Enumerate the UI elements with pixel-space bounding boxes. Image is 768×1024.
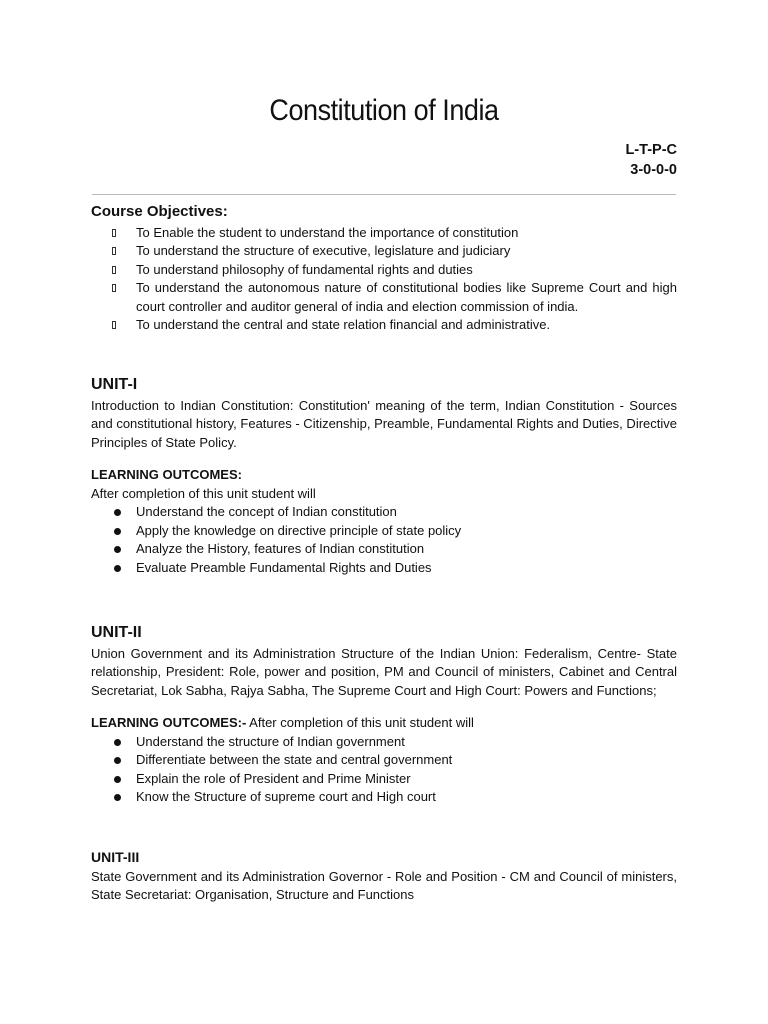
ltpc-label: L-T-P-C	[625, 142, 677, 158]
bullet-icon	[114, 776, 121, 783]
list-item	[91, 788, 677, 807]
list-item	[91, 751, 677, 770]
list-item-text: To understand the structure of executive, legislature and judiciary	[136, 243, 511, 258]
bullet-icon	[114, 794, 121, 801]
unit-2-section	[91, 624, 677, 807]
list-item	[91, 261, 677, 280]
unit-3-title: UNIT-III	[91, 849, 140, 865]
unit-1-outcomes-heading: LEARNING OUTCOMES:	[91, 467, 242, 482]
square-bullet-icon	[112, 247, 116, 255]
unit-2-outcomes-list	[91, 733, 677, 807]
unit-2-description: Union Government and its Administration Structure of the Indian Union: Federalism, Centre- State relationship, President: Role, power and position, PM and Council of ministers, Cabinet and Central Secretariat, Lok Sabha, Rajya Sabha, The Supreme Court and High Court: Powers and Functions;	[91, 645, 677, 698]
list-item	[91, 540, 677, 559]
list-item-text: Differentiate between the state and central government	[136, 752, 453, 767]
unit-1-description: Introduction to Indian Constitution: Constitution' meaning of the term, Indian Constitution - Sources and constitutional history, Features - Citizenship, Preamble, Fundamental Rights and Duties, Directive Principles of State Policy.	[91, 397, 677, 450]
page-title: Constitution of India	[269, 94, 499, 127]
unit-2-outcomes-line	[91, 714, 677, 733]
list-item	[91, 279, 677, 316]
unit-2-title: UNIT-II	[91, 624, 142, 641]
bullet-icon	[114, 757, 121, 764]
list-item	[91, 316, 677, 335]
list-item	[91, 733, 677, 752]
bullet-icon	[114, 509, 121, 516]
list-item-text: To Enable the student to understand the importance of constitution	[136, 224, 519, 240]
course-objectives-section	[91, 203, 677, 335]
bullet-icon	[114, 546, 121, 553]
unit-3-description: State Government and its Administration Governor - Role and Position - CM and Council of ministers, State Secretariat: Organisation, Structure and Functions	[91, 868, 677, 902]
unit-1-section	[91, 376, 677, 577]
list-item	[91, 503, 677, 522]
list-item-text: To understand the central and state relation financial and administrative.	[136, 317, 551, 332]
list-item-text: Understand the structure of Indian government	[136, 733, 405, 749]
list-item-text: Explain the role of President and Prime Minister	[136, 770, 411, 786]
square-bullet-icon	[112, 266, 116, 274]
unit-1-title: UNIT-I	[91, 376, 138, 393]
list-item	[91, 522, 677, 541]
list-item	[91, 224, 677, 243]
bullet-icon	[114, 528, 121, 535]
list-item-text: Evaluate Preamble Fundamental Rights and Duties	[136, 559, 432, 575]
list-item	[91, 559, 677, 578]
unit-1-outcomes-list	[91, 503, 677, 577]
list-item-text: Understand the concept of Indian constitution	[136, 504, 397, 519]
list-item-text: To understand the autonomous nature of constitutional bodies like Supreme Court and high court controller and auditor general of india and election commission of india.	[136, 280, 677, 314]
square-bullet-icon	[112, 284, 116, 292]
unit-2-outcomes-intro: After completion of this unit student will	[246, 715, 474, 730]
list-item	[91, 770, 677, 789]
square-bullet-icon	[112, 229, 116, 237]
square-bullet-icon	[112, 321, 116, 329]
course-objectives-heading: Course Objectives:	[91, 203, 228, 220]
unit-1-outcomes-intro: After completion of this unit student will	[91, 485, 316, 501]
unit-2-outcomes-heading: LEARNING OUTCOMES:-	[91, 715, 247, 730]
bullet-icon	[114, 565, 121, 572]
unit-3-section	[91, 848, 677, 905]
list-item-text: Apply the knowledge on directive principle of state policy	[136, 522, 462, 538]
ltpc-block	[625, 140, 677, 180]
list-item-text: Analyze the History, features of Indian constitution	[136, 541, 425, 556]
bullet-icon	[114, 739, 121, 746]
list-item-text: Know the Structure of supreme court and High court	[136, 789, 436, 804]
horizontal-divider	[92, 194, 676, 195]
list-item	[91, 242, 677, 261]
ltpc-value: 3-0-0-0	[630, 162, 677, 178]
list-item-text: To understand philosophy of fundamental rights and duties	[136, 261, 473, 277]
course-objectives-list	[91, 224, 677, 335]
